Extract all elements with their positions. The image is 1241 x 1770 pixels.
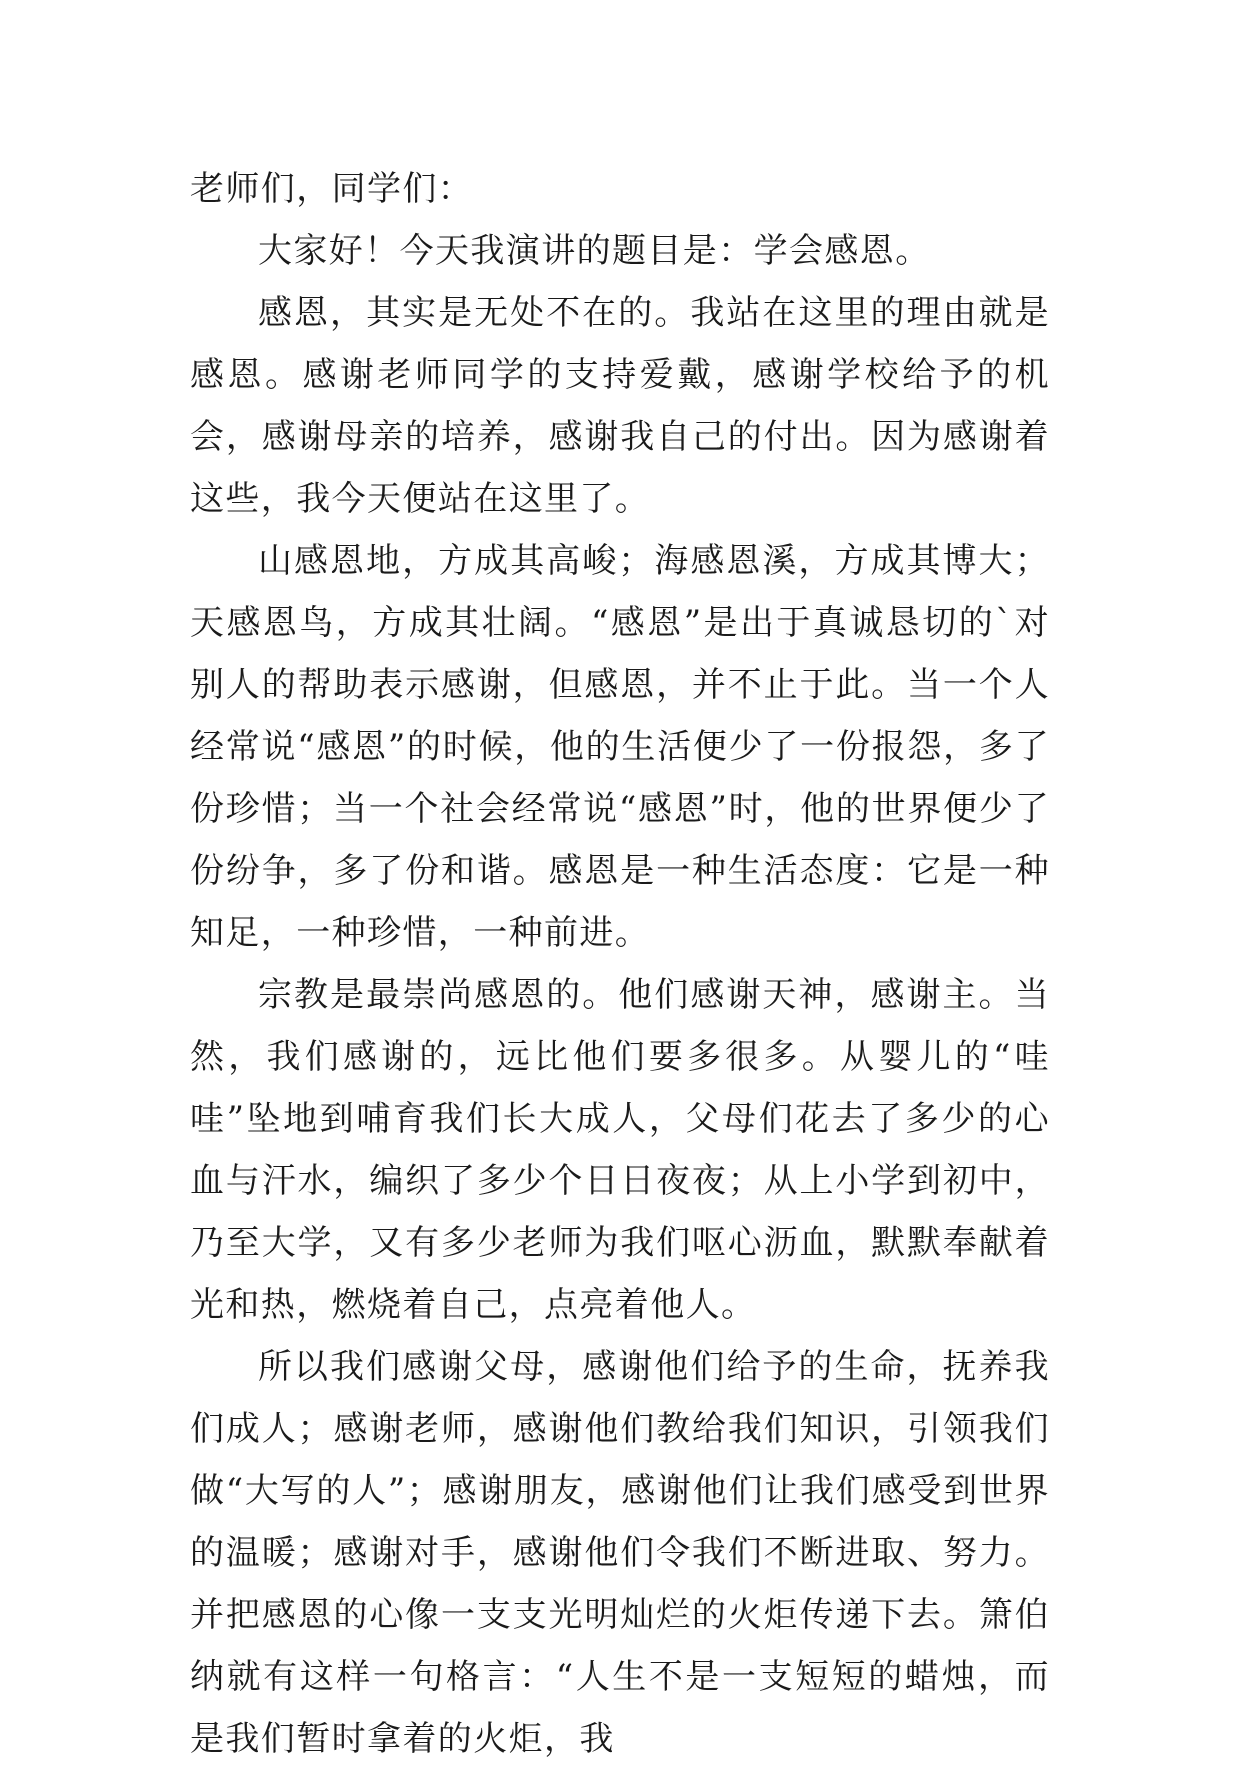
body-paragraph: 宗教是最崇尚感恩的。他们感谢天神，感谢主。当然，我们感谢的，远比他们要多很多。从婴儿的“哇哇”坠地到哺育我们长大成人，父母们花去了多少的心血与汗水，编织了多少个日日夜夜；从上小学到初中，乃至大学，又有多少老师为我们呕心沥血，默默奉献着光和热，燃烧着自己，点亮着他人。 [190,975,1050,1325]
document-body [190,158,1050,1770]
greeting-paragraph: 大家好！今天我演讲的题目是：学会感恩。 [258,231,931,271]
body-paragraph: 所以我们感谢父母，感谢他们给予的生命，抚养我们成人；感谢老师，感谢他们教给我们知识，引领我们做“大写的人”；感谢朋友，感谢他们让我们感受到世界的温暖；感谢对手，感谢他们令我们不断进取、努力。并把感恩的心像一支支光明灿烂的火炬传递下去。箫伯纳就有这样一句格言：“人生不是一支短短的蜡烛，而是我们暂时拿着的火炬，我 [190,1347,1050,1759]
salutation: 老师们，同学们： [190,169,474,209]
body-paragraph: 山感恩地，方成其高峻；海感恩溪，方成其博大；天感恩鸟，方成其壮阔。“感恩”是出于真诚恳切的`对别人的帮助表示感谢，但感恩，并不止于此。当一个人经常说“感恩”的时候，他的生活便少了一份报怨，多了份珍惜；当一个社会经常说“感恩”时，他的世界便少了份纷争，多了份和谐。感恩是一种生活态度：它是一种知足，一种珍惜，一种前进。 [190,541,1050,953]
body-paragraph: 感恩，其实是无处不在的。我站在这里的理由就是感恩。感谢老师同学的支持爱戴，感谢学校给予的机会，感谢母亲的培养，感谢我自己的付出。因为感谢着这些，我今天便站在这里了。 [190,293,1050,519]
